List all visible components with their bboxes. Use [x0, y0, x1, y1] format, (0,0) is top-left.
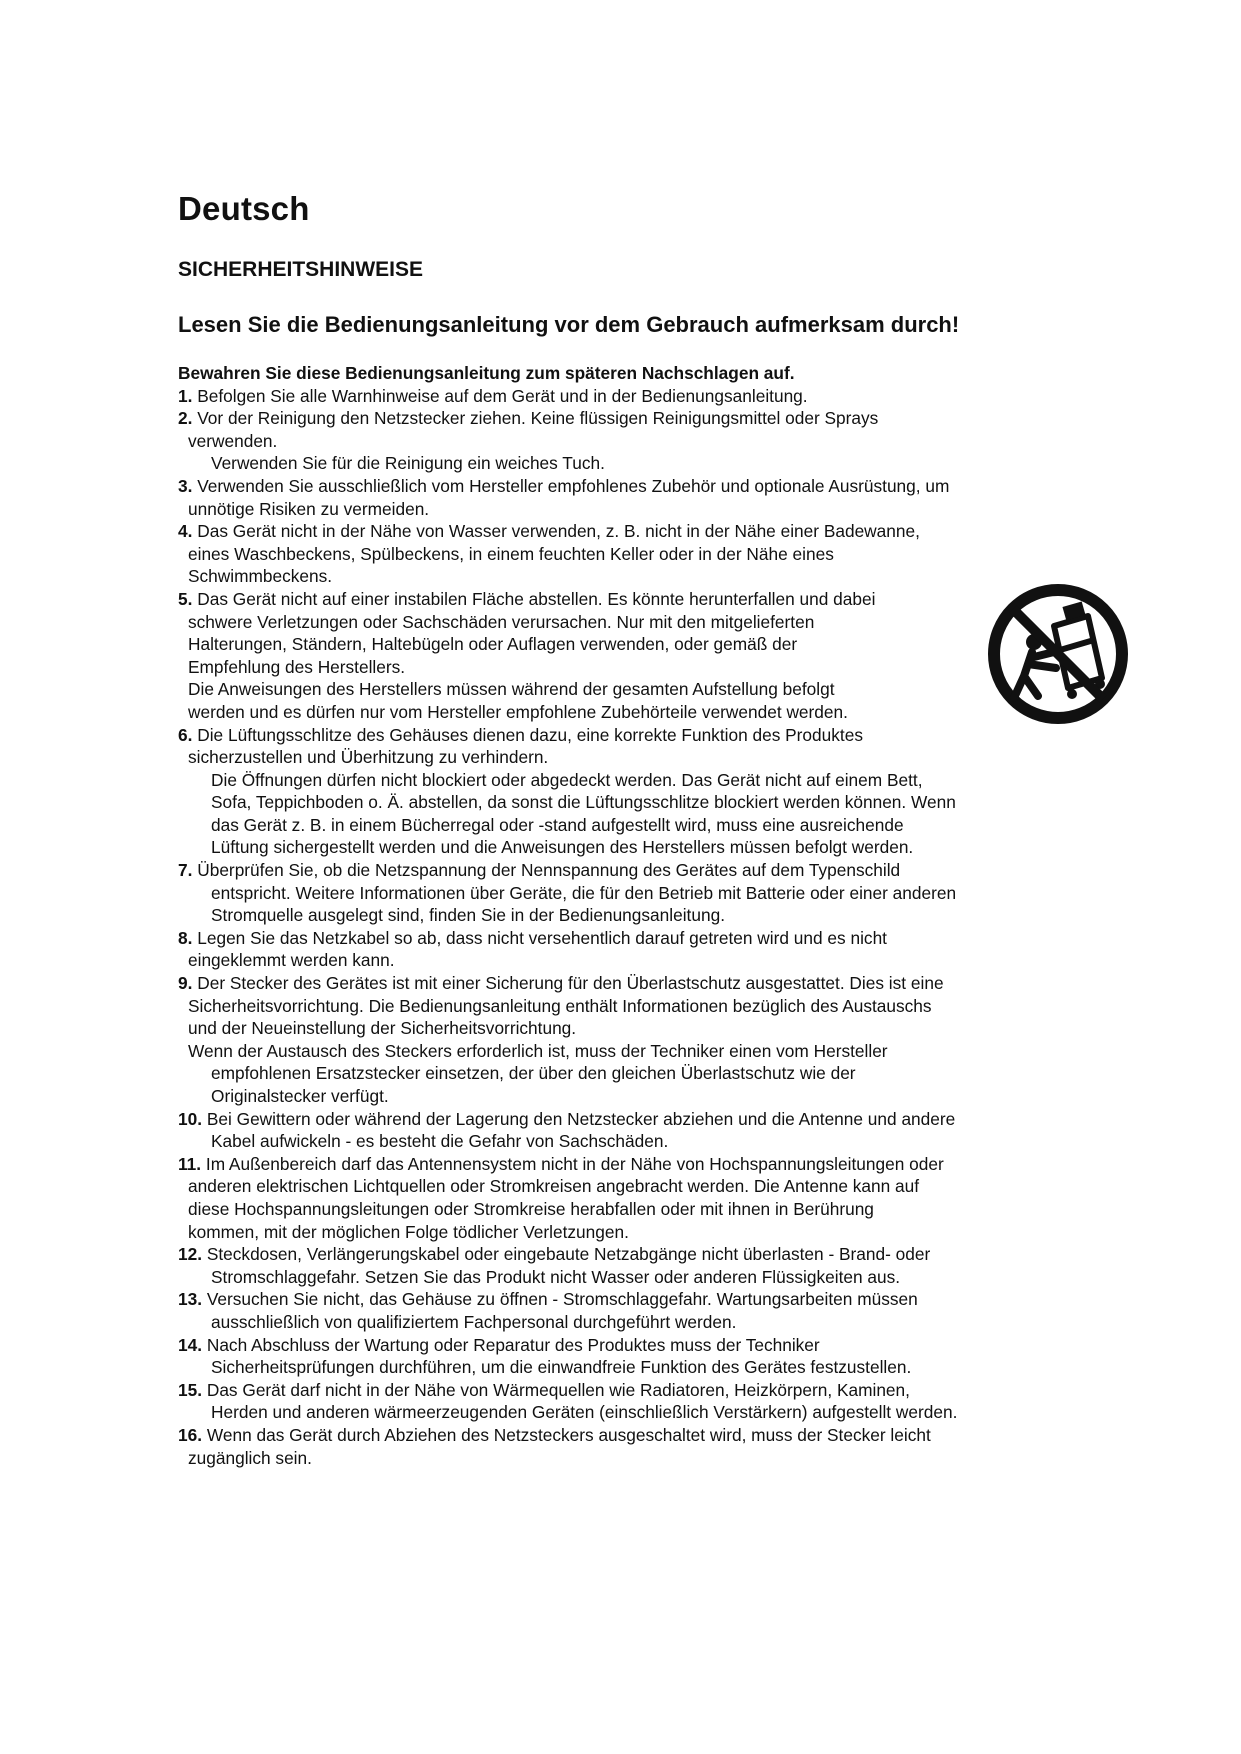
list-item: 12. Steckdosen, Verlängerungskabel oder eingebaute Netzabgänge nicht überlasten - Brand- oder Stromschlaggefahr. Setzen Sie das Produkt nicht Wasser oder anderen Flüssigkeiten aus.: [178, 1244, 931, 1287]
list-item: 11. Im Außenbereich darf das Antennensystem nicht in der Nähe von Hochspannungsleitungen oder anderen elektrischen Lichtquellen oder Stromkreisen angebracht werden. Die Antenne kann auf diese Hochspannungsleitungen oder Stromkreise herabfallen oder mit ihnen in Berührung kommen, mit der möglichen Folge tödlicher Verletzungen.: [178, 1153, 944, 1242]
list-item: 16. Wenn das Gerät durch Abziehen des Netzsteckers ausgeschaltet wird, muss der Stecker leicht zugänglich sein.: [178, 1424, 931, 1468]
list-item: 2. Vor der Reinigung den Netzstecker ziehen. Keine flüssigen Reinigungsmittel oder Sprays verwenden. Verwenden Sie für die Reinigung ein weiches Tuch.: [178, 408, 879, 474]
list-item: 1. Befolgen Sie alle Warnhinweise auf dem Gerät und in der Bedienungsanleitung.: [178, 385, 808, 406]
list-item: 8. Legen Sie das Netzkabel so ab, dass nicht versehentlich darauf getreten wird und es nicht eingeklemmt werden kann.: [178, 927, 887, 971]
list-item: 3. Verwenden Sie ausschließlich vom Hersteller empfohlenes Zubehör und optionale Ausrüstung, um unnötige Risiken zu vermeiden.: [178, 475, 950, 519]
language-heading: Deutsch: [178, 190, 310, 227]
list-item: 15. Das Gerät darf nicht in der Nähe von Wärmequellen wie Radiatoren, Heizkörpern, Kaminen, Herden und anderen wärmeerzeugenden Geräten (einschließlich Verstärkern) aufgestellt werden.: [178, 1379, 958, 1423]
list-item: 7. Überprüfen Sie, ob die Netzspannung der Nennspannung des Gerätes auf dem Typenschild entspricht. Weitere Informationen über Geräte, die für den Betrieb mit Batterie oder einer anderen Stromquelle ausgelegt sind, finden Sie in der Bedienungsanleitung.: [178, 860, 957, 926]
list-item: 6. Die Lüftungsschlitze des Gehäuses dienen dazu, eine korrekte Funktion des Produktes sicherzustellen und Überhitzung zu verhindern. Die Öffnungen dürfen nicht blockiert oder abgedeckt werden. Das Gerät nicht auf einem Bett, Sofa, Teppichboden o. Ä. abstellen, da sonst die Lüftungsschlitze blockiert werden können. Wenn das Gerät z. B. in einem Bücherregal oder -stand aufgestellt wird, muss eine ausreichende Lüftung sichergestellt werden und die Anweisungen des Herstellers müssen befolgt werden.: [178, 724, 956, 858]
lead-warning: Lesen Sie die Bedienungsanleitung vor dem Gebrauch aufmerksam durch!: [178, 312, 960, 337]
safety-instructions: [178, 362, 1078, 1469]
list-item: 4. Das Gerät nicht in der Nähe von Wasser verwenden, z. B. nicht in der Nähe einer Badewanne, eines Waschbeckens, Spülbeckens, in einem feuchten Keller oder in der Nähe eines Schwimmbeckens.: [178, 521, 920, 587]
list-item: 5. Das Gerät nicht auf einer instabilen Fläche abstellen. Es könnte herunterfallen und dabei schwere Verletzungen oder Sachschäden verursachen. Nur mit den mitgelieferten Halterungen, Ständern, Haltebügeln oder Auflagen verwenden, oder gemäß der Empfehlung des Herstellers. Die Anweisungen des Herstellers müssen während der gesamten Aufstellung befolgt werden und es dürfen nur vom Hersteller empfohlene Zubehörteile verwendet werden.: [178, 588, 876, 722]
list-item: 9. Der Stecker des Gerätes ist mit einer Sicherung für den Überlastschutz ausgestattet. Dies ist eine Sicherheitsvorrichtung. Die Bedienungsanleitung enthält Informationen bezüglich des Austauschs und der Neueinstellung der Sicherheitsvorrichtung. Wenn der Austausch des Steckers erforderlich ist, muss der Techniker einen vom Hersteller empfohlenen Ersatzstecker einsetzen, der über den gleichen Überlastschutz wie der Originalstecker verfügt.: [178, 973, 944, 1106]
section-heading: SICHERHEITSHINWEISE: [178, 258, 424, 281]
cart-tip-over-warning-icon: [984, 580, 1132, 728]
list-item: 14. Nach Abschluss der Wartung oder Reparatur des Produktes muss der Techniker Sicherheitsprüfungen durchführen, um die einwandfreie Funktion des Gerätes festzustellen.: [178, 1334, 912, 1378]
list-item: 10. Bei Gewittern oder während der Lagerung den Netzstecker abziehen und die Antenne und andere Kabel aufwickeln - es besteht die Gefahr von Sachschäden.: [178, 1108, 956, 1152]
keep-notice: Bewahren Sie diese Bedienungsanleitung zum späteren Nachschlagen auf.: [178, 363, 795, 383]
list-item: 13. Versuchen Sie nicht, das Gehäuse zu öffnen - Stromschlaggefahr. Wartungsarbeiten müssen ausschließlich von qualifiziertem Fachpersonal durchgeführt werden.: [178, 1289, 918, 1332]
